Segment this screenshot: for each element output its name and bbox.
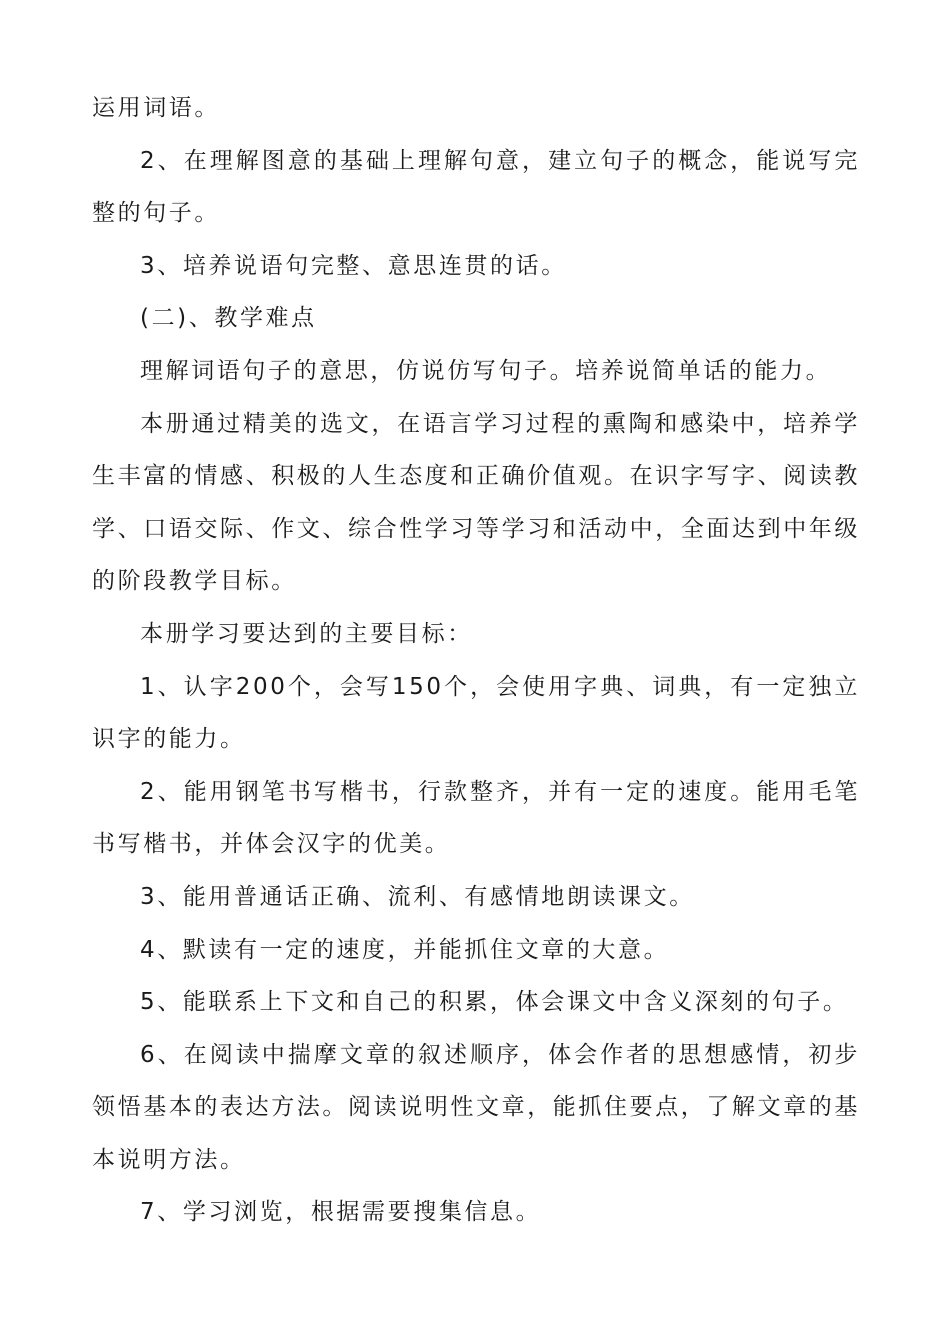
list-item-goal-6: 6、在阅读中揣摩文章的叙述顺序，体会作者的思想感情，初步领悟基本的表达方法。阅读说明性文章，能抓住要点，了解文章的基本说明方法。 <box>92 1041 860 1173</box>
list-item-goal-2: 2、能用钢笔书写楷书，行款整齐，并有一定的速度。能用毛笔书写楷书，并体会汉字的优美。 <box>92 778 860 858</box>
list-item-goal-7: 7、学习浏览，根据需要搜集信息。 <box>140 1199 542 1226</box>
section-heading-difficulty: (二)、教学难点 <box>140 305 317 332</box>
list-item-goal-4: 4、默读有一定的速度，并能抓住文章的大意。 <box>140 936 670 963</box>
paragraph-goal-2: 2、在理解图意的基础上理解句意，建立句子的概念，能说写完整的句子。 <box>92 147 860 227</box>
paragraph-continuation: 运用词语。 <box>92 95 220 121</box>
paragraph-main-goals-intro: 本册学习要达到的主要目标： <box>140 620 473 647</box>
list-item-goal-3: 3、能用普通话正确、流利、有感情地朗读课文。 <box>140 883 695 910</box>
document-body <box>92 82 860 1239</box>
list-item-goal-1: 1、认字200个，会写150个，会使用字典、词典，有一定独立识字的能力。 <box>92 673 860 753</box>
paragraph-difficulty: 理解词语句子的意思，仿说仿写句子。培养说简单话的能力。 <box>140 357 832 384</box>
paragraph-goal-3: 3、培养说语句完整、意思连贯的话。 <box>140 252 567 279</box>
list-item-goal-5: 5、能联系上下文和自己的积累，体会课文中含义深刻的句子。 <box>140 989 849 1016</box>
paragraph-overview: 本册通过精美的选文，在语言学习过程的熏陶和感染中，培养学生丰富的情感、积极的人生态度和正确价值观。在识字写字、阅读教学、口语交际、作文、综合性学习等学习和活动中，全面达到中年级的阶段教学目标。 <box>92 410 860 595</box>
